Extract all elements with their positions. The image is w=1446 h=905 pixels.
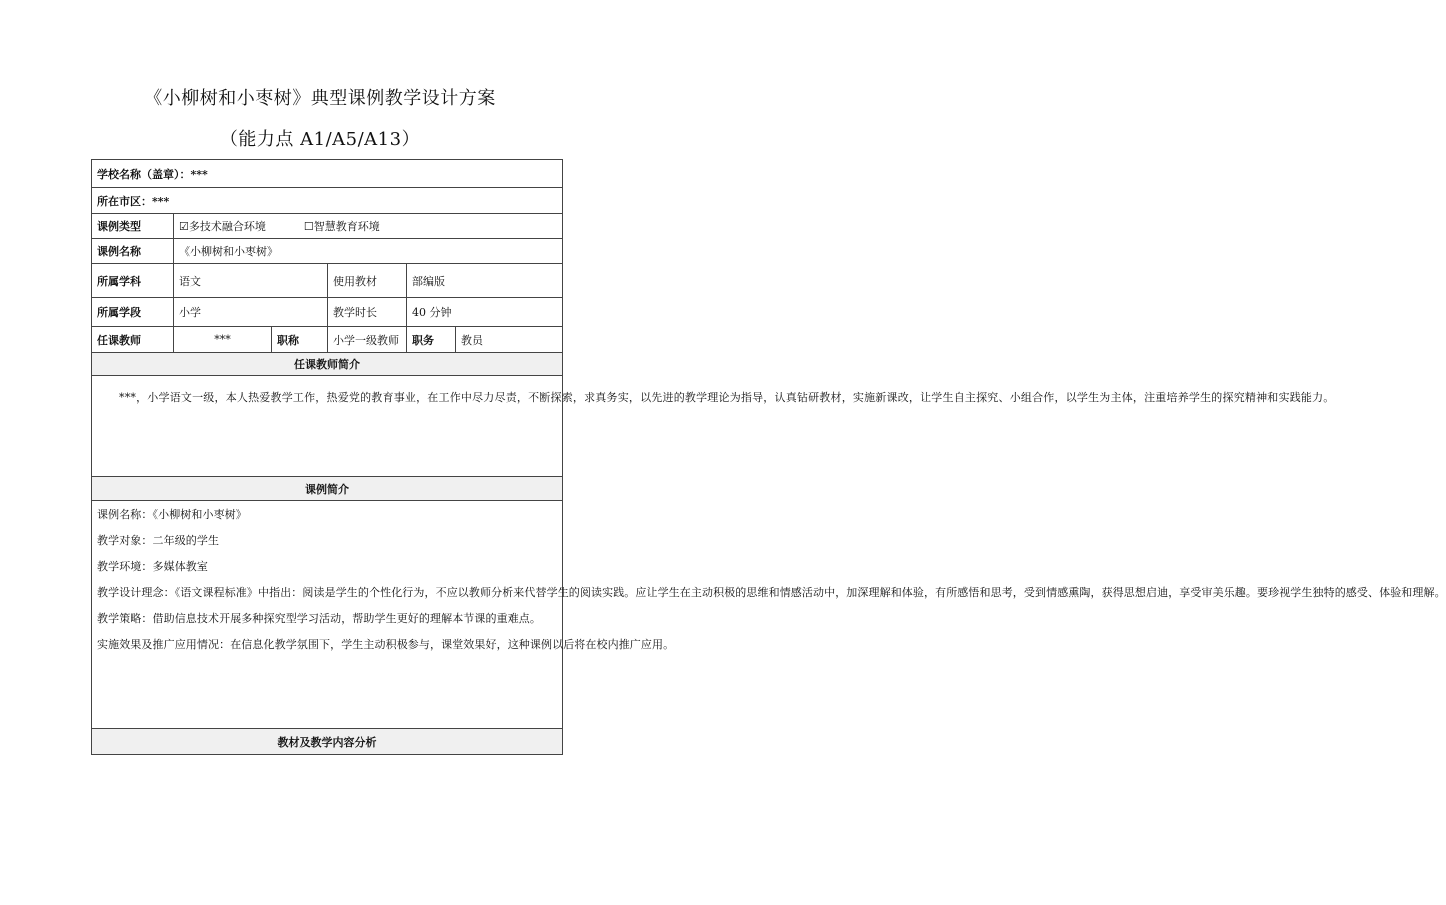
teacher-intro-text: ***，小学语文一级，本人热爱教学工作，热爱党的教育事业，在工作中尽力尽责，不断探索，求真务实，以先进的教学理论为指导，认真钻研教材，实施新课改，让学生自主探究、小组合作，以学生为主体，注重培养学生的探究精神和实践能力。 (119, 391, 1335, 404)
subject-label: 所属学科 (92, 264, 174, 298)
teacher-intro-row (92, 376, 563, 477)
duration-value: 40 分钟 (407, 298, 563, 327)
lesson-name-label: 课例名称 (92, 239, 174, 264)
lesson-name-value: 《小柳树和小枣树》 (174, 239, 563, 264)
teacher-intro-header-row (92, 353, 563, 376)
lesson-intro-lines (97, 502, 1446, 658)
stage-row (92, 298, 563, 327)
document-subtitle: （能力点 A1/A5/A13） (219, 129, 421, 150)
lesson-intro-heading: 课例简介 (92, 477, 563, 501)
design-form-table (91, 159, 1446, 755)
type-label: 课例类型 (92, 214, 174, 239)
city-row (92, 188, 563, 214)
school-row (92, 160, 563, 188)
teacher-value: *** (174, 327, 272, 353)
stage-label: 所属学段 (92, 298, 174, 327)
type-option-smart-edu: ☐智慧教育环境 (303, 220, 380, 233)
city-value: *** (152, 194, 170, 208)
position-value: 教员 (456, 327, 563, 353)
analysis-header-row (92, 729, 563, 755)
textbook-value: 部编版 (407, 264, 563, 298)
type-row (92, 214, 563, 239)
subject-value: 语文 (174, 264, 328, 298)
school-value: *** (190, 167, 208, 181)
city-label: 所在市区： (97, 194, 152, 208)
teacher-label: 任课教师 (92, 327, 174, 353)
lesson-intro-line: 实施效果及推广应用情况：在信息化教学氛围下，学生主动积极参与，课堂效果好，这种课例以后将在校内推广应用。 (97, 638, 675, 651)
teacher-title-label: 职称 (272, 327, 328, 353)
document-title: 《小柳树和小枣树》典型课例教学设计方案 (144, 88, 496, 109)
lesson-intro-line: 课例名称：《小柳树和小枣树》 (97, 508, 247, 521)
lesson-intro-line: 教学环境：多媒体教室 (97, 560, 208, 573)
lesson-intro-line: 教学策略：借助信息技术开展多种探究型学习活动，帮助学生更好的理解本节课的重难点。 (97, 612, 541, 625)
teacher-title-value: 小学一级教师 (328, 327, 407, 353)
analysis-heading: 教材及教学内容分析 (92, 729, 563, 755)
lesson-intro-row (92, 501, 563, 729)
school-label: 学校名称（盖章）： (97, 167, 191, 181)
lesson-intro-header-row (92, 477, 563, 501)
lesson-name-row (92, 239, 563, 264)
teacher-row (92, 327, 563, 353)
subject-row (92, 264, 563, 298)
stage-value: 小学 (174, 298, 328, 327)
textbook-label: 使用教材 (328, 264, 407, 298)
type-option-multi-tech: ☑多技术融合环境 (179, 220, 266, 233)
position-label: 职务 (407, 327, 456, 353)
lesson-intro-line: 教学设计理念：《语文课程标准》中指出：阅读是学生的个性化行为，不应以教师分析来代替学生的阅读实践。应让学生在主动积极的思维和情感活动中，加深理解和体验，有所感悟和思考，受到情感熏陶，获得思想启迪，享受审美乐趣。要珍视学生独特的感受、体验和理解。 (97, 586, 1446, 599)
lesson-intro-line: 教学对象：二年级的学生 (97, 534, 220, 547)
duration-label: 教学时长 (328, 298, 407, 327)
teacher-intro-heading: 任课教师简介 (92, 353, 563, 376)
